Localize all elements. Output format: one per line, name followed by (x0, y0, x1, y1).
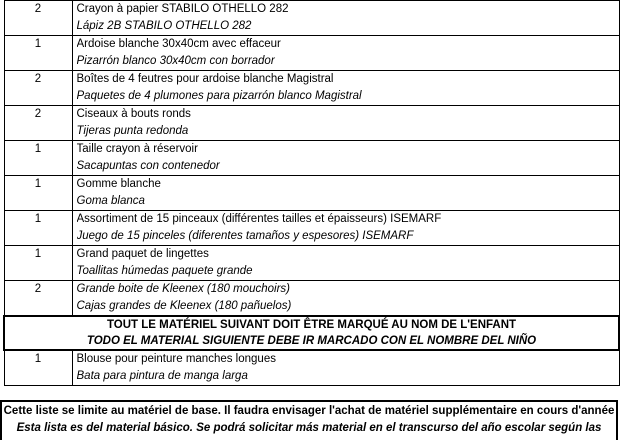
quantity-cell: 1 (4, 141, 72, 176)
item-name-es: Lápiz 2B STABILO OTHELLO 282 (76, 20, 252, 32)
item-cell (72, 350, 619, 386)
quantity-cell: 1 (4, 36, 72, 71)
item-name-fr: Grand paquet de lingettes (76, 248, 209, 260)
table-row (4, 281, 619, 317)
item-cell (72, 281, 619, 317)
item-cell (72, 246, 619, 281)
table-row (4, 246, 619, 281)
item-cell (72, 1, 619, 36)
item-name-es: Juego de 15 pinceles (diferentes tamaños y espesores) ISEMARF (76, 230, 414, 242)
footer-text-fr: Cette liste se limite au matériel de base. Il faudra envisager l'achat de matériel supplémentaire en cours d'année (3, 405, 615, 417)
notice-text-es: TODO EL MATERIAL SIGUIENTE DEBE IR MARCADO CON EL NOMBRE DEL NIÑO (86, 335, 537, 347)
item-cell (72, 36, 619, 71)
item-name-es: Bata para pintura de manga larga (76, 370, 248, 382)
item-name-es: Tijeras punta redonda (76, 125, 189, 137)
table-row (4, 350, 619, 386)
notice-row (4, 316, 619, 350)
item-name-fr: Ardoise blanche 30x40cm avec effaceur (76, 38, 281, 50)
footer-note (0, 400, 618, 440)
item-name-fr: Gomme blanche (76, 178, 161, 190)
item-name-es: Cajas grandes de Kleenex (180 pañuelos) (76, 300, 292, 312)
item-name-es: Toallitas húmedas paquete grande (76, 265, 253, 277)
item-name-fr: Grande boite de Kleenex (180 mouchoirs) (76, 283, 291, 295)
item-name-fr: Crayon à papier STABILO OTHELLO 282 (76, 3, 289, 15)
item-cell (72, 211, 619, 246)
notice-text-fr: TOUT LE MATÉRIEL SUIVANT DOIT ÊTRE MARQUÉ AU NOM DE L'ENFANT (106, 319, 517, 331)
item-name-es: Paquetes de 4 plumones para pizarrón blanco Magistral (76, 90, 362, 102)
quantity-cell: 1 (4, 246, 72, 281)
item-cell (72, 141, 619, 176)
item-name-fr: Taille crayon à réservoir (76, 143, 198, 155)
table-row (4, 71, 619, 106)
quantity-cell: 2 (4, 1, 72, 36)
quantity-cell: 1 (4, 211, 72, 246)
item-name-es: Goma blanca (76, 195, 145, 207)
table-row (4, 176, 619, 211)
item-name-es: Sacapuntas con contenedor (76, 160, 220, 172)
item-name-fr: Assortiment de 15 pinceaux (différentes tailles et épaisseurs) ISEMARF (76, 213, 442, 225)
table-row (4, 211, 619, 246)
item-name-es: Pizarrón blanco 30x40cm con borrador (76, 55, 275, 67)
quantity-cell: 2 (4, 281, 72, 317)
footer-text-es: Esta lista es del material básico. Se podrá solicitar más material en el transcurso del año escolar según las (16, 422, 602, 434)
item-name-fr: Ciseaux à bouts ronds (76, 108, 191, 120)
quantity-cell: 2 (4, 71, 72, 106)
quantity-cell: 1 (4, 176, 72, 211)
item-cell (72, 176, 619, 211)
item-cell (72, 71, 619, 106)
table-row (4, 36, 619, 71)
quantity-cell: 2 (4, 106, 72, 141)
quantity-cell: 1 (4, 350, 72, 386)
table-row (4, 1, 619, 36)
item-name-fr: Blouse pour peinture manches longues (76, 353, 276, 365)
table-row (4, 141, 619, 176)
notice-cell (4, 316, 619, 350)
supply-list-table (3, 0, 620, 386)
item-name-fr: Boîtes de 4 feutres pour ardoise blanche Magistral (76, 73, 334, 85)
item-cell (72, 106, 619, 141)
table-row (4, 106, 619, 141)
